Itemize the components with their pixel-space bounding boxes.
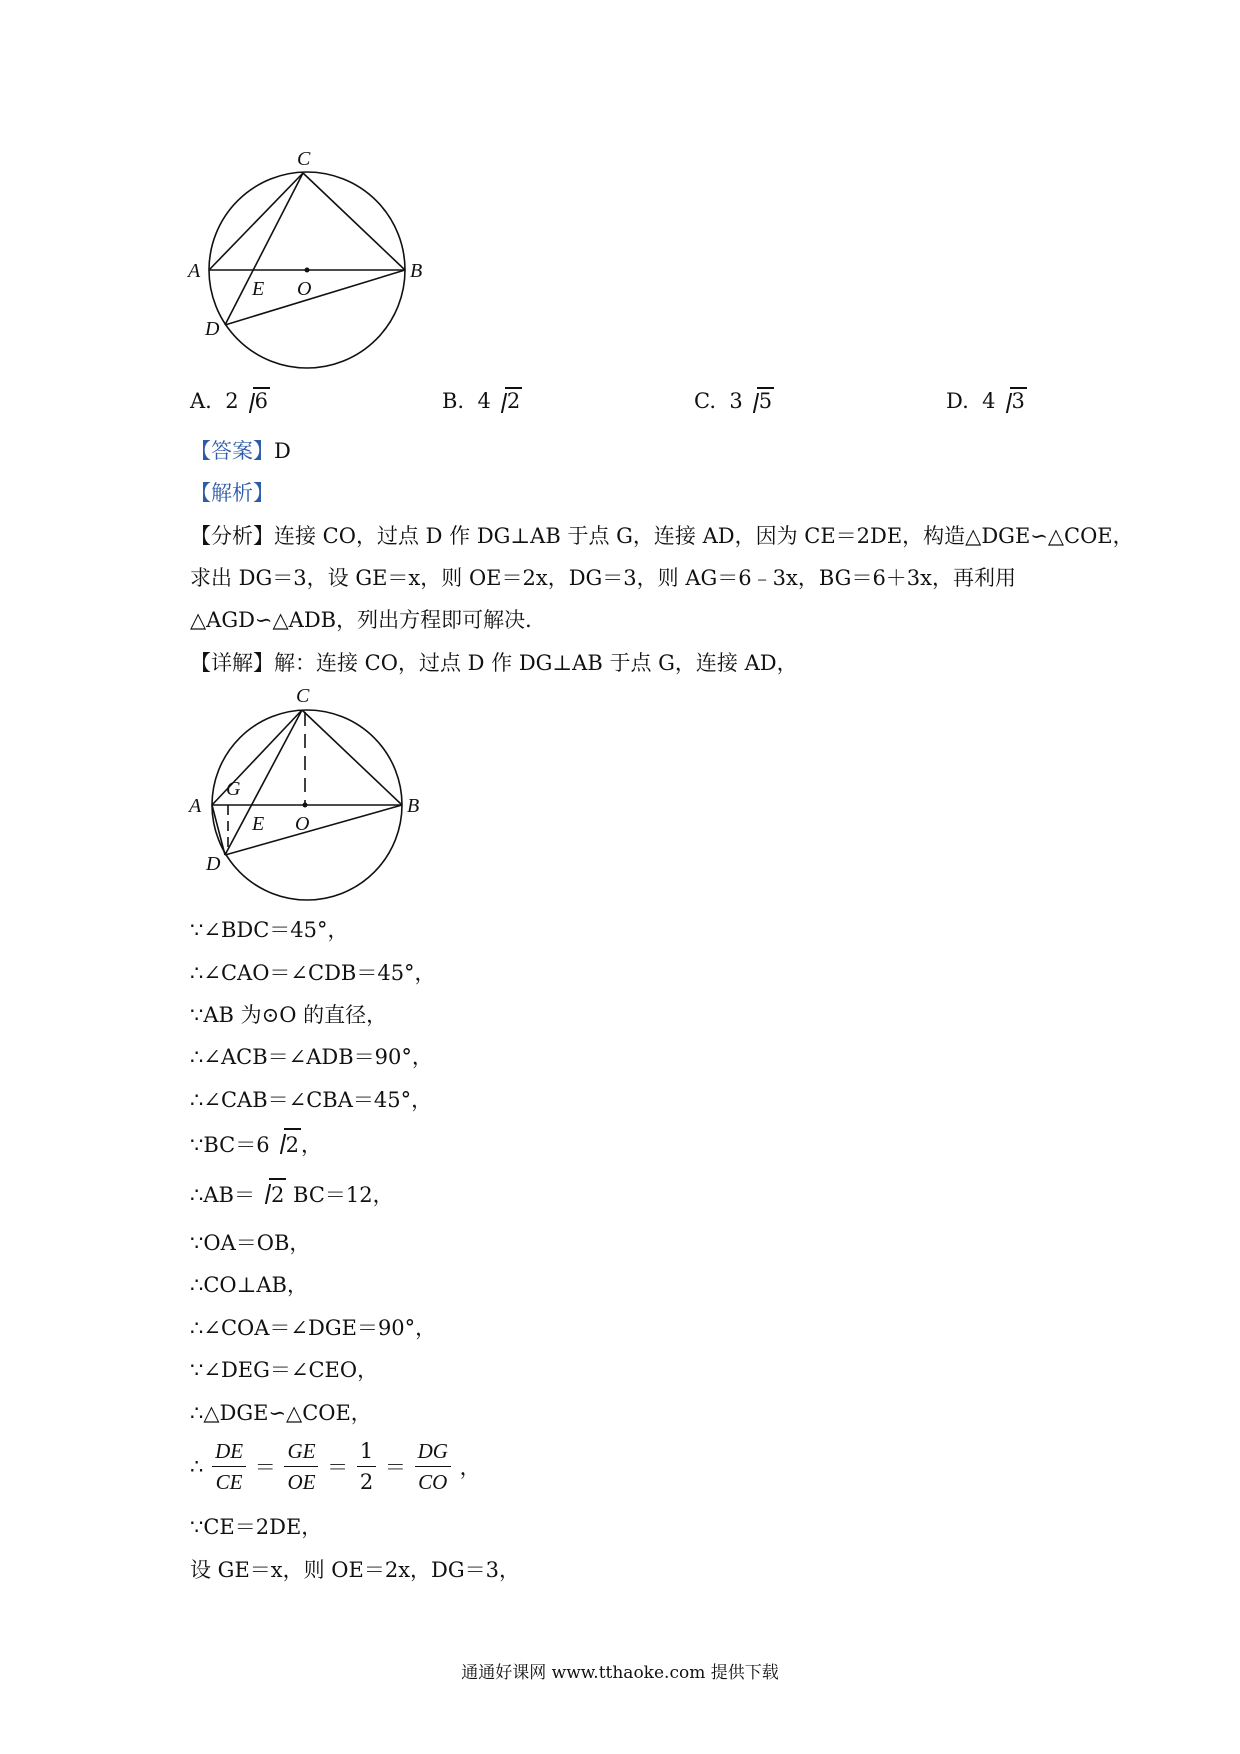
answer-choices — [190, 387, 1070, 427]
step-11: ∵∠DEG＝∠CEO， — [190, 1358, 379, 1382]
step-15: 设 GE＝x，则 OE＝2x，DG＝3， — [190, 1558, 521, 1582]
fraction-dg-co: $\frac{DG}{CO}$ — [415, 1436, 451, 1497]
step-3: ∵AB 为⊙O 的直径， — [190, 1003, 388, 1027]
label-b-2: B — [407, 795, 420, 817]
step-4: ∴∠ACB＝∠ADB＝90°， — [190, 1045, 433, 1069]
label-o: O — [297, 278, 312, 300]
label-b: B — [410, 260, 423, 282]
fraction-ge-oe: $\frac{GE}{OE}$ — [284, 1436, 318, 1497]
segment-cd — [225, 173, 303, 325]
label-c-2: C — [296, 685, 310, 707]
center-point — [305, 268, 310, 273]
fraction-one-half: $\frac{1}{2}$ — [357, 1436, 376, 1497]
choice-d: D. 4 3 — [946, 389, 1025, 413]
step-12: ∴△DGE∽△COE， — [190, 1401, 372, 1425]
label-a-2: A — [189, 795, 202, 817]
analysis-heading: 【解析】 — [190, 481, 274, 505]
segment-ac — [209, 173, 303, 270]
xiangjie-tag: 【详解】 — [190, 651, 274, 675]
choice-b: B. 4 2 — [442, 389, 521, 413]
step-14: ∵CE＝2DE， — [190, 1515, 323, 1539]
footer-watermark: 通通好课网 www.tthaoke.com 提供下载 — [461, 1663, 779, 1683]
label-e: E — [252, 278, 265, 300]
step-13-fraction-equation: ∴ $\frac{DE}{CE}$ ＝ $\frac{GE}{OE}$ ＝ $\frac{1}{2}$ ＝ $\frac{DG}{CO}$ ， — [190, 1436, 481, 1497]
geometry-figure-1 — [180, 140, 440, 380]
step-6: ∵BC＝6 2， — [190, 1128, 322, 1160]
fenxi-tag: 【分析】 — [190, 524, 274, 548]
segment-cb — [303, 173, 405, 270]
xiangjie-line-1: 【详解】解：连接 CO，过点 D 作 DG⊥AB 于点 G，连接 AD， — [190, 651, 798, 675]
choice-a: A. 2 6 — [190, 389, 268, 413]
step-1: ∵∠BDC＝45°， — [190, 918, 349, 942]
step-5: ∴∠CAB＝∠CBA＝45°， — [190, 1088, 433, 1112]
answer-value: D — [274, 439, 291, 463]
answer-line — [190, 436, 291, 466]
fraction-de-ce: $\frac{DE}{CE}$ — [212, 1436, 246, 1497]
center-point-2 — [303, 803, 308, 808]
label-e-2: E — [252, 813, 265, 835]
geometry-figure-2 — [180, 680, 440, 910]
label-g-2: G — [226, 778, 241, 800]
label-d: D — [205, 318, 220, 340]
label-c: C — [297, 148, 311, 170]
label-o-2: O — [295, 813, 310, 835]
step-10: ∴∠COA＝∠DGE＝90°， — [190, 1316, 437, 1340]
segment-ad-2 — [212, 805, 225, 855]
step-9: ∴CO⊥AB， — [190, 1273, 308, 1297]
fenxi-line-3: △AGD∽△ADB，列出方程即可解决． — [190, 608, 547, 632]
fenxi-line-2: 求出 DG＝3，设 GE＝x，则 OE＝2x，DG＝3，则 AG＝6﹣3x，BG＝6＋3x，再利用 — [190, 566, 1017, 590]
label-a: A — [188, 260, 201, 282]
answer-tag: 【答案】 — [190, 439, 274, 463]
step-7: ∴AB＝ 2 BC＝12， — [190, 1178, 394, 1210]
fenxi-line-1: 【分析】连接 CO，过点 D 作 DG⊥AB 于点 G，连接 AD，因为 CE＝2DE，构造△DGE∽△COE， — [190, 524, 1134, 548]
segment-cb-2 — [302, 710, 402, 805]
step-2: ∴∠CAO＝∠CDB＝45°， — [190, 961, 436, 985]
label-d-2: D — [206, 853, 221, 875]
choice-c: C. 3 5 — [694, 389, 773, 413]
step-8: ∵OA＝OB， — [190, 1231, 311, 1255]
